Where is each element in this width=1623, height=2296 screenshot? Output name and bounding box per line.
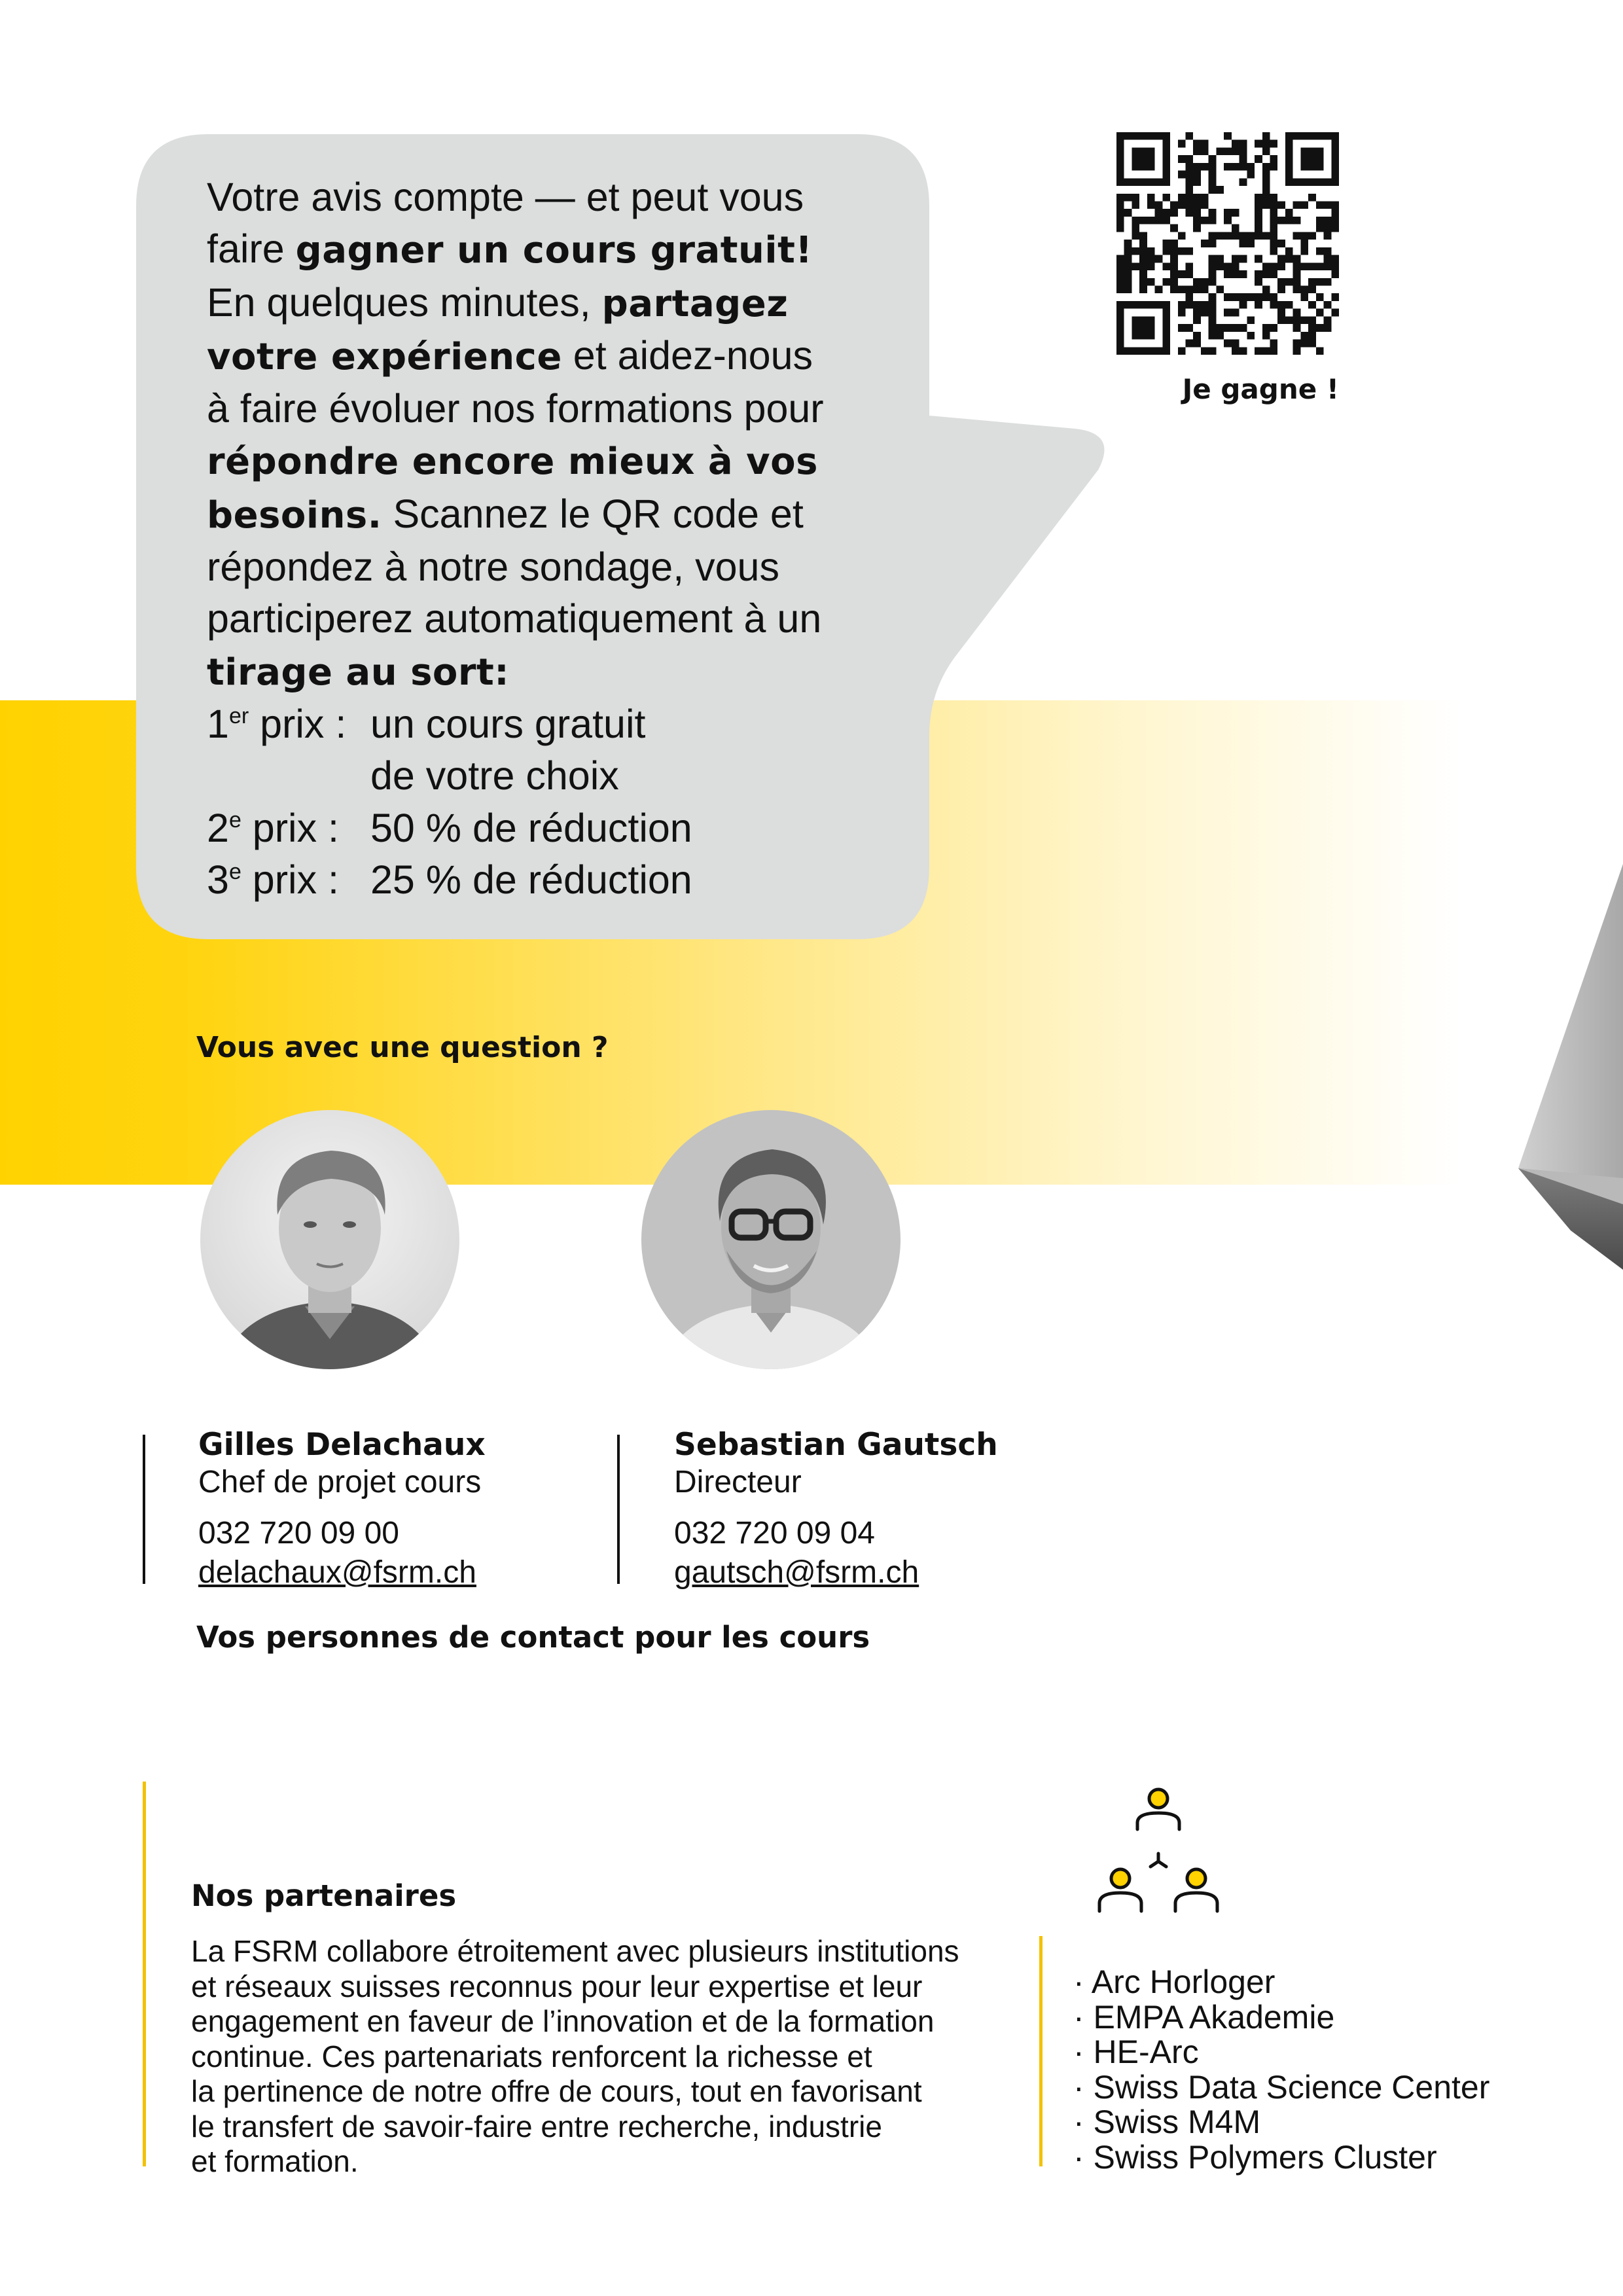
bubble-line: faire gagner un cours gratuit! [207,226,813,272]
bubble-text [207,171,940,906]
qr-code[interactable] [1116,132,1339,355]
bubble-line: participerez automatiquement à un [207,596,822,641]
partners-list [1073,1965,1489,2175]
avatar-gilles-delachaux [200,1110,459,1369]
bubble-line: En quelques minutes, partagez [207,279,789,325]
contact-name: Sebastian Gautsch [674,1427,998,1463]
bubble-line: répondre encore mieux à vos [207,440,818,484]
bubble-line: votre expérience et aidez-nous [207,332,813,378]
partner-item: · HE-Arc [1073,2035,1489,2070]
partner-item: · EMPA Akademie [1073,2000,1489,2036]
avatar-sebastian-gautsch [641,1110,901,1369]
contact-divider [143,1435,145,1584]
contact-caption: Vos personnes de contact pour les cours [196,1620,870,1655]
partner-item: · Swiss M4M [1073,2105,1489,2140]
bubble-line: Votre avis compte — et peut vous [207,175,804,219]
bubble-line: tirage au sort: [207,651,510,694]
contact-email-link[interactable]: gautsch@fsrm.ch [674,1555,919,1590]
contact-phone[interactable]: 032 720 09 00 [198,1516,399,1551]
contact-card-1 [198,1427,486,1592]
qr-label: Je gagne ! [1182,373,1339,405]
bubble-line: besoins. Scannez le QR code et [207,491,804,537]
question-heading: Vous avec une question ? [196,1031,609,1064]
prize-3: 3e prix : 25 % de réduction [207,857,692,902]
bubble-line: répondez à notre sondage, vous [207,545,779,590]
contact-divider [617,1435,620,1584]
partners-list-accent-line [1039,1936,1043,2166]
partner-item: · Swiss Polymers Cluster [1073,2140,1489,2176]
prize-2: 2e prix : 50 % de réduction [207,805,692,850]
contact-name: Gilles Delachaux [198,1427,486,1463]
contact-phone[interactable]: 032 720 09 04 [674,1516,875,1551]
contact-card-2 [674,1427,998,1592]
contact-role: Directeur [674,1465,802,1499]
partners-accent-line [143,1782,146,2166]
partners-title: Nos partenaires [191,1878,457,1913]
network-people-icon [1093,1780,1224,1918]
contact-role: Chef de projet cours [198,1465,482,1499]
contact-email-link[interactable]: delachaux@fsrm.ch [198,1555,476,1590]
partner-item: · Swiss Data Science Center [1073,2070,1489,2106]
partner-item: · Arc Horloger [1073,1965,1489,2000]
partners-description: La FSRM collabore étroitement avec plusieurs institutions et réseaux suisses reconnus pour leur expertise et leur engagement en faveur de l’innovation et de la formation continue. Ces partenariats renforcent la richesse et la pertinence de notre offre de cours, tout en favorisant le transfert de savoir-faire entre recherche, industrie et formation. [191,1934,959,2178]
bubble-line: à faire évoluer nos formations pour [207,386,824,431]
prize-1: 1er prix : un cours gratuit de votre choix [207,701,646,798]
